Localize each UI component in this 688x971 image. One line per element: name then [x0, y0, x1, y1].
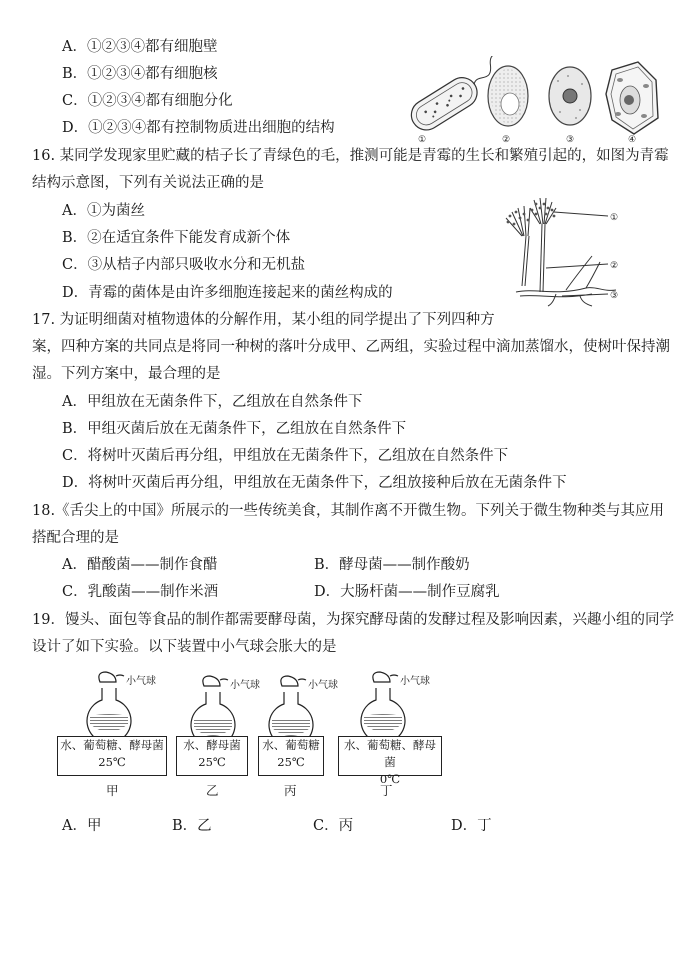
- setup-contents-jia: 水、葡萄糖、酵母菌: [60, 738, 164, 752]
- fig-label-3: ③: [610, 291, 619, 301]
- animal-cell-image: [549, 67, 591, 125]
- setup-contents-bing: 水、葡萄糖: [262, 738, 320, 752]
- setup-name-yi: 乙: [206, 783, 219, 798]
- q18-option-c: C．乳酸菌——制作米酒: [62, 584, 219, 600]
- q16-stem-line2: 结构示意图，下列有关说法正确的是: [32, 175, 264, 191]
- plant-cell-image: [606, 62, 658, 134]
- setup-contents-ding: 水、葡萄糖、酵母菌: [344, 738, 436, 769]
- q18-option-b: B．酵母菌——制作酸奶: [314, 557, 470, 573]
- cell-label-3: ③: [566, 135, 575, 145]
- q17-stem-line1: 17. 为证明细菌对植物遗体的分解作用，某小组的同学提出了下列四种方: [32, 312, 495, 328]
- setup-temp-jia: 25℃: [98, 755, 126, 769]
- q15-option-a: A．①②③④都有细胞壁: [62, 39, 218, 55]
- q18-stem-line1: 18.《舌尖上的中国》所展示的一些传统美食，其制作离不开微生物。下列关于微生物种类与其应用: [32, 503, 665, 519]
- setup-name-ding: 丁: [380, 783, 393, 798]
- q17-stem-line3: 湿。下列方案中，最合理的是: [32, 366, 221, 382]
- setup-box-jia: [57, 736, 167, 776]
- setup-box-ding: [338, 736, 442, 786]
- q17-stem-line2: 案，四种方案的共同点是将同一种树的落叶分成甲、乙两组，实验过程中滴加蒸馏水，使树叶保持潮: [32, 339, 670, 355]
- setup-temp-ding: 0℃: [379, 772, 401, 786]
- balloon-label-ding: 小气球: [400, 676, 430, 687]
- yeast-cell-image: [488, 66, 528, 126]
- setup-temp-yi: 25℃: [198, 755, 226, 769]
- q15-option-c: C．①②③④都有细胞分化: [62, 93, 233, 109]
- setup-contents-yi: 水、酵母菌: [183, 738, 241, 752]
- cell-label-4: ④: [628, 135, 637, 145]
- setup-box-yi: [176, 736, 248, 776]
- q17-option-d: D．将树叶灭菌后再分组，甲组放在无菌条件下，乙组放接种后放在无菌条件下: [62, 475, 567, 491]
- q16-stem-line1: 16. 某同学发现家里贮藏的桔子长了青绿色的毛，推测可能是青霉的生长和繁殖引起的，如图为青霉: [32, 148, 669, 164]
- balloon-label-yi: 小气球: [230, 680, 260, 691]
- q19-option-a: A．甲: [62, 818, 102, 834]
- cell-label-1: ①: [418, 135, 427, 145]
- q15-option-b: B．①②③④都有细胞核: [62, 66, 218, 82]
- q16-option-a: A．①为菌丝: [62, 203, 145, 219]
- q17-option-c: C．将树叶灭菌后再分组，甲组放在无菌条件下，乙组放在自然条件下: [62, 448, 509, 464]
- setup-name-jia: 甲: [106, 783, 119, 798]
- balloon-label-jia: 小气球: [126, 676, 156, 687]
- q18-option-d: D．大肠杆菌——制作豆腐乳: [314, 584, 500, 600]
- q15-option-d: D．①②③④都有控制物质进出细胞的结构: [62, 120, 335, 136]
- fig-label-1: ①: [610, 213, 619, 223]
- penicillium-figure: [496, 196, 626, 308]
- cell-label-2: ②: [502, 135, 511, 145]
- q18-option-a: A．醋酸菌——制作食醋: [62, 557, 218, 573]
- q19-option-c: C．丙: [313, 818, 354, 834]
- balloon-label-bing: 小气球: [308, 680, 338, 691]
- q18-stem-line2: 搭配合理的是: [32, 530, 119, 546]
- setup-name-bing: 丙: [284, 783, 297, 798]
- flask-ding: [361, 672, 405, 743]
- q16-option-d: D．青霉的菌体是由许多细胞连接起来的菌丝构成的: [62, 285, 393, 301]
- q17-option-b: B．甲组灭菌后放在无菌条件下，乙组放在自然条件下: [62, 421, 407, 437]
- q19-option-b: B．乙: [172, 818, 212, 834]
- q17-option-a: A．甲组放在无菌条件下，乙组放在自然条件下: [62, 394, 363, 410]
- q16-option-c: C．③从桔子内部只吸收水分和无机盐: [62, 257, 306, 273]
- flask-jia: [87, 672, 131, 743]
- cells-figure: [398, 56, 670, 148]
- fig-label-2: ②: [610, 261, 619, 271]
- q16-option-b: B．②在适宜条件下能发育成新个体: [62, 230, 291, 246]
- setup-temp-bing: 25℃: [277, 755, 305, 769]
- setup-box-bing: [258, 736, 324, 776]
- q19-option-d: D．丁: [451, 818, 492, 834]
- q19-stem-line2: 设计了如下实验。以下装置中小气球会胀大的是: [32, 639, 337, 655]
- q19-stem-line1: 19．馒头、面包等食品的制作都需要酵母菌，为探究酵母菌的发酵过程及影响因素，兴趣小组的同学: [32, 612, 674, 628]
